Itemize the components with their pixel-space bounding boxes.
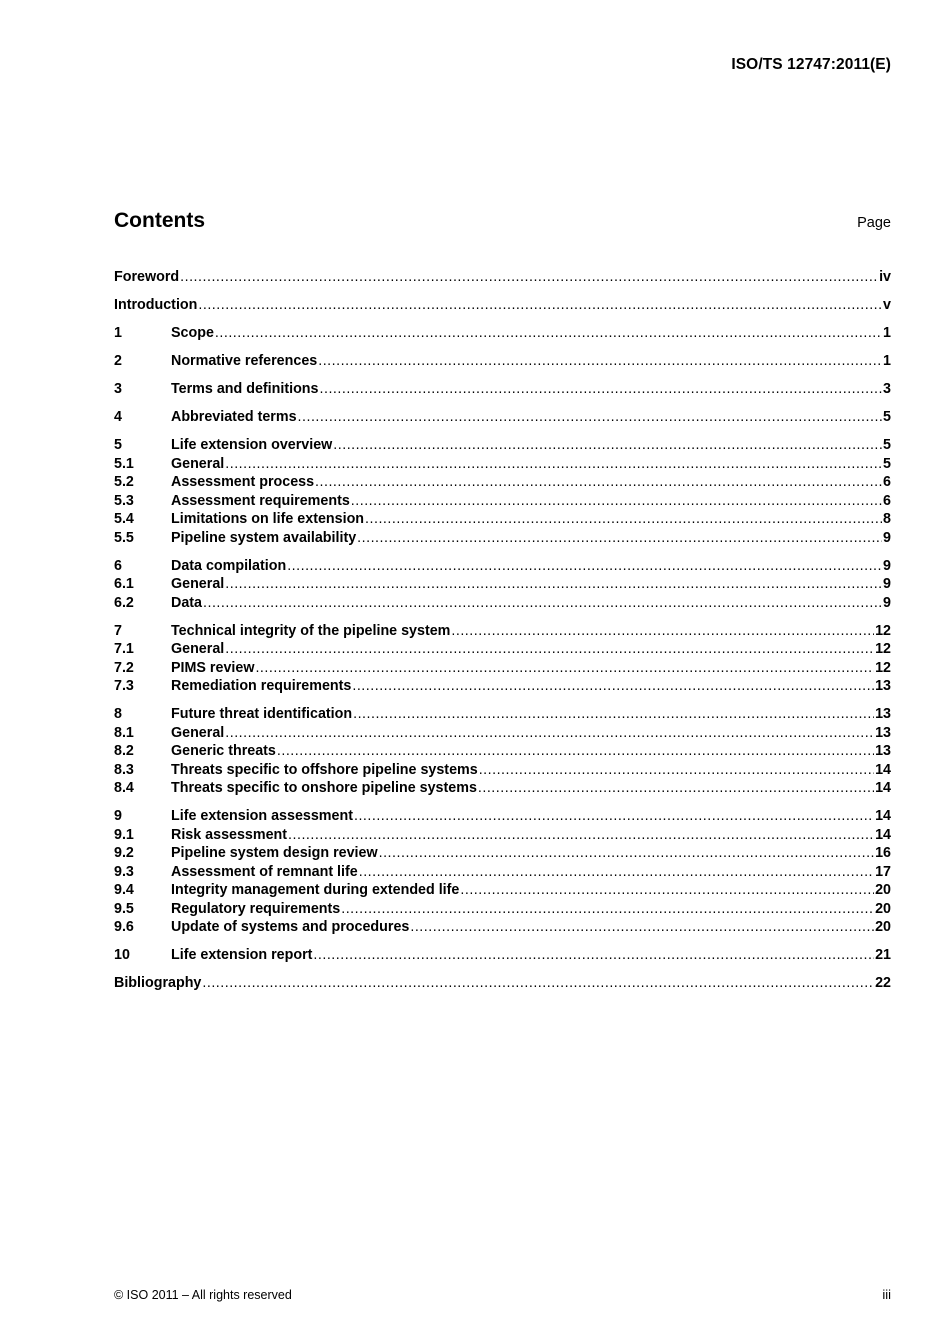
toc-dot-leader bbox=[225, 455, 882, 474]
toc-dot-leader bbox=[225, 724, 874, 743]
toc-entry[interactable] bbox=[114, 974, 891, 993]
toc-entry-number: 8.2 bbox=[114, 743, 134, 759]
toc-entry-number: 5 bbox=[114, 437, 122, 453]
toc-dot-leader bbox=[202, 974, 874, 993]
table-of-contents bbox=[114, 268, 891, 1002]
toc-entry-page: 21 bbox=[875, 947, 891, 963]
toc-entry-page: 3 bbox=[883, 381, 891, 397]
toc-entry[interactable] bbox=[114, 408, 891, 427]
toc-dot-leader bbox=[277, 742, 874, 761]
toc-entry-number: 9.5 bbox=[114, 900, 134, 917]
toc-group bbox=[114, 974, 891, 993]
toc-entry-title: Introduction bbox=[114, 297, 198, 313]
toc-entry-title: Future threat identification bbox=[171, 706, 353, 722]
toc-entry-page: 22 bbox=[875, 975, 891, 991]
toc-entry-title: Update of systems and procedures bbox=[171, 919, 410, 935]
toc-entry-number: 7.3 bbox=[114, 678, 134, 694]
toc-entry-number: 4 bbox=[114, 409, 122, 425]
toc-dot-leader bbox=[180, 268, 878, 287]
toc-entry-number: 3 bbox=[114, 381, 122, 397]
toc-entry-page: 14 bbox=[875, 780, 891, 796]
toc-entry-number: 6.1 bbox=[114, 576, 134, 592]
toc-dot-leader bbox=[359, 863, 874, 882]
toc-entry[interactable] bbox=[114, 455, 891, 474]
page-number: iii bbox=[882, 1287, 891, 1302]
toc-entry[interactable] bbox=[114, 640, 891, 659]
toc-dot-leader bbox=[225, 575, 882, 594]
toc-entry-page: 13 bbox=[875, 678, 891, 694]
toc-entry[interactable] bbox=[114, 510, 891, 529]
toc-entry-page: 5 bbox=[883, 437, 891, 453]
toc-entry-number: 6.2 bbox=[114, 594, 134, 611]
toc-entry-page: 9 bbox=[883, 529, 891, 546]
toc-entry-page: 14 bbox=[875, 826, 891, 843]
toc-entry-page: 14 bbox=[875, 761, 891, 778]
toc-entry-number: 7.2 bbox=[114, 659, 134, 676]
toc-entry-number: 1 bbox=[114, 325, 122, 341]
toc-entry[interactable] bbox=[114, 622, 891, 641]
toc-entry[interactable] bbox=[114, 268, 891, 287]
toc-entry-title: Generic threats bbox=[171, 743, 276, 759]
toc-group bbox=[114, 946, 891, 965]
toc-dot-leader bbox=[313, 946, 874, 965]
toc-entry-page: 9 bbox=[883, 557, 891, 574]
toc-entry[interactable] bbox=[114, 492, 891, 511]
toc-entry-title: Scope bbox=[171, 325, 214, 341]
toc-entry-page: 9 bbox=[883, 594, 891, 611]
toc-entry-number: 7.1 bbox=[114, 641, 134, 657]
toc-entry[interactable] bbox=[114, 807, 891, 826]
toc-entry[interactable] bbox=[114, 742, 891, 761]
toc-entry-number: 5.2 bbox=[114, 474, 134, 490]
toc-entry-title: Bibliography bbox=[114, 975, 202, 991]
toc-entry[interactable] bbox=[114, 296, 891, 315]
toc-entry-title: Foreword bbox=[114, 269, 180, 285]
toc-entry[interactable] bbox=[114, 352, 891, 371]
toc-entry-page: 16 bbox=[875, 845, 891, 861]
toc-dot-leader bbox=[298, 408, 883, 427]
toc-entry[interactable] bbox=[114, 575, 891, 594]
toc-entry-page: v bbox=[883, 297, 891, 313]
toc-entry[interactable] bbox=[114, 659, 891, 678]
toc-dot-leader bbox=[318, 352, 882, 371]
toc-group bbox=[114, 705, 891, 798]
toc-entry-title: Integrity management during extended life bbox=[171, 882, 460, 898]
toc-entry-title: Life extension overview bbox=[171, 437, 333, 453]
toc-dot-leader bbox=[410, 918, 874, 937]
toc-dot-leader bbox=[198, 296, 882, 315]
toc-entry-title: Abbreviated terms bbox=[171, 409, 297, 425]
toc-entry-number: 2 bbox=[114, 353, 122, 369]
toc-entry[interactable] bbox=[114, 918, 891, 937]
toc-entry[interactable] bbox=[114, 473, 891, 492]
toc-entry-page: 12 bbox=[875, 641, 891, 657]
toc-entry-title: Life extension assessment bbox=[171, 808, 353, 824]
toc-entry-title: Data bbox=[171, 594, 202, 611]
toc-dot-leader bbox=[353, 705, 874, 724]
toc-dot-leader bbox=[315, 473, 882, 492]
toc-entry-title: Assessment of remnant life bbox=[171, 863, 358, 880]
toc-entry-page: 1 bbox=[883, 353, 891, 369]
toc-entry-page: iv bbox=[879, 269, 891, 285]
toc-entry-title: General bbox=[171, 641, 225, 657]
toc-entry[interactable] bbox=[114, 724, 891, 743]
toc-entry-title: Limitations on life extension bbox=[171, 511, 365, 527]
toc-entry-number: 9.1 bbox=[114, 826, 134, 843]
toc-entry-title: Pipeline system availability bbox=[171, 529, 357, 546]
toc-entry-number: 5.1 bbox=[114, 455, 134, 472]
toc-group bbox=[114, 296, 891, 315]
toc-dot-leader bbox=[288, 826, 874, 845]
toc-group bbox=[114, 436, 891, 547]
toc-dot-leader bbox=[460, 881, 874, 900]
toc-dot-leader bbox=[352, 677, 874, 696]
toc-entry[interactable] bbox=[114, 705, 891, 724]
toc-entry-number: 9.6 bbox=[114, 919, 134, 935]
document-id: ISO/TS 12747:2011(E) bbox=[731, 56, 891, 73]
toc-entry-title: Life extension report bbox=[171, 947, 313, 963]
toc-entry-page: 13 bbox=[875, 724, 891, 741]
toc-entry-page: 12 bbox=[875, 659, 891, 676]
toc-dot-leader bbox=[379, 844, 874, 863]
toc-group bbox=[114, 807, 891, 937]
toc-entry-page: 1 bbox=[883, 325, 891, 341]
toc-group bbox=[114, 380, 891, 399]
toc-entry-title: Threats specific to offshore pipeline systems bbox=[171, 761, 478, 778]
toc-dot-leader bbox=[203, 594, 882, 613]
toc-dot-leader bbox=[225, 640, 874, 659]
toc-entry-title: Terms and definitions bbox=[171, 381, 319, 397]
toc-dot-leader bbox=[333, 436, 882, 455]
toc-entry[interactable] bbox=[114, 863, 891, 882]
toc-entry-page: 20 bbox=[875, 900, 891, 917]
toc-group bbox=[114, 324, 891, 343]
toc-dot-leader bbox=[478, 779, 874, 798]
toc-dot-leader bbox=[215, 324, 882, 343]
toc-entry-title: Technical integrity of the pipeline system bbox=[171, 622, 451, 639]
toc-dot-leader bbox=[479, 761, 874, 780]
toc-dot-leader bbox=[451, 622, 874, 641]
copyright-notice: © ISO 2011 – All rights reserved bbox=[114, 1288, 292, 1302]
toc-entry-title: Pipeline system design review bbox=[171, 845, 378, 861]
toc-entry-number: 9.3 bbox=[114, 863, 134, 880]
toc-entry-page: 12 bbox=[875, 622, 891, 639]
toc-entry[interactable] bbox=[114, 779, 891, 798]
toc-entry-number: 8.1 bbox=[114, 724, 134, 741]
toc-entry[interactable] bbox=[114, 881, 891, 900]
toc-entry-number: 9.2 bbox=[114, 845, 134, 861]
toc-entry-page: 13 bbox=[875, 743, 891, 759]
toc-dot-leader bbox=[365, 510, 882, 529]
toc-entry-page: 5 bbox=[883, 409, 891, 425]
toc-entry-title: General bbox=[171, 724, 225, 741]
toc-entry[interactable] bbox=[114, 557, 891, 576]
toc-entry[interactable] bbox=[114, 594, 891, 613]
toc-entry[interactable] bbox=[114, 900, 891, 919]
toc-entry-page: 20 bbox=[875, 882, 891, 898]
toc-entry-number: 9 bbox=[114, 808, 122, 824]
toc-entry-page: 13 bbox=[875, 706, 891, 722]
toc-entry-number: 5.4 bbox=[114, 511, 134, 527]
toc-dot-leader bbox=[341, 900, 874, 919]
toc-entry-title: General bbox=[171, 455, 225, 472]
toc-entry[interactable] bbox=[114, 529, 891, 548]
toc-dot-leader bbox=[351, 492, 882, 511]
toc-entry-page: 14 bbox=[875, 808, 891, 824]
toc-entry-page: 5 bbox=[883, 455, 891, 472]
toc-entry-title: Threats specific to onshore pipeline systems bbox=[171, 780, 477, 796]
toc-entry[interactable] bbox=[114, 844, 891, 863]
toc-entry-page: 17 bbox=[875, 863, 891, 880]
toc-entry-title: PIMS review bbox=[171, 659, 255, 676]
toc-entry[interactable] bbox=[114, 946, 891, 965]
toc-group bbox=[114, 622, 891, 696]
toc-entry-number: 9.4 bbox=[114, 882, 134, 898]
page-column-label: Page bbox=[857, 215, 891, 231]
toc-entry-number: 8.4 bbox=[114, 780, 134, 796]
toc-entry-page: 6 bbox=[883, 492, 891, 509]
toc-group bbox=[114, 268, 891, 287]
toc-entry[interactable] bbox=[114, 436, 891, 455]
toc-dot-leader bbox=[255, 659, 874, 678]
toc-entry-title: Risk assessment bbox=[171, 826, 288, 843]
toc-entry-title: Remediation requirements bbox=[171, 678, 352, 694]
toc-entry[interactable] bbox=[114, 324, 891, 343]
toc-entry[interactable] bbox=[114, 380, 891, 399]
toc-entry-number: 8 bbox=[114, 706, 122, 722]
toc-entry-title: Normative references bbox=[171, 353, 318, 369]
toc-entry[interactable] bbox=[114, 677, 891, 696]
toc-entry-number: 7 bbox=[114, 622, 122, 639]
toc-dot-leader bbox=[357, 529, 882, 548]
toc-entry-page: 8 bbox=[883, 511, 891, 527]
toc-dot-leader bbox=[320, 380, 883, 399]
toc-group bbox=[114, 408, 891, 427]
toc-entry-page: 6 bbox=[883, 474, 891, 490]
toc-entry-page: 9 bbox=[883, 576, 891, 592]
toc-entry-page: 20 bbox=[875, 919, 891, 935]
toc-group bbox=[114, 352, 891, 371]
toc-dot-leader bbox=[354, 807, 874, 826]
toc-entry-title: General bbox=[171, 576, 225, 592]
toc-entry[interactable] bbox=[114, 826, 891, 845]
toc-entry-number: 5.3 bbox=[114, 492, 134, 509]
toc-entry-number: 5.5 bbox=[114, 529, 134, 546]
toc-entry[interactable] bbox=[114, 761, 891, 780]
toc-entry-number: 8.3 bbox=[114, 761, 134, 778]
toc-entry-title: Regulatory requirements bbox=[171, 900, 341, 917]
toc-entry-number: 6 bbox=[114, 557, 122, 574]
toc-group bbox=[114, 557, 891, 613]
toc-dot-leader bbox=[287, 557, 882, 576]
toc-entry-title: Data compilation bbox=[171, 557, 287, 574]
toc-entry-title: Assessment requirements bbox=[171, 492, 350, 509]
page-title: Contents bbox=[114, 209, 205, 232]
toc-entry-number: 10 bbox=[114, 947, 130, 963]
toc-entry-title: Assessment process bbox=[171, 474, 315, 490]
